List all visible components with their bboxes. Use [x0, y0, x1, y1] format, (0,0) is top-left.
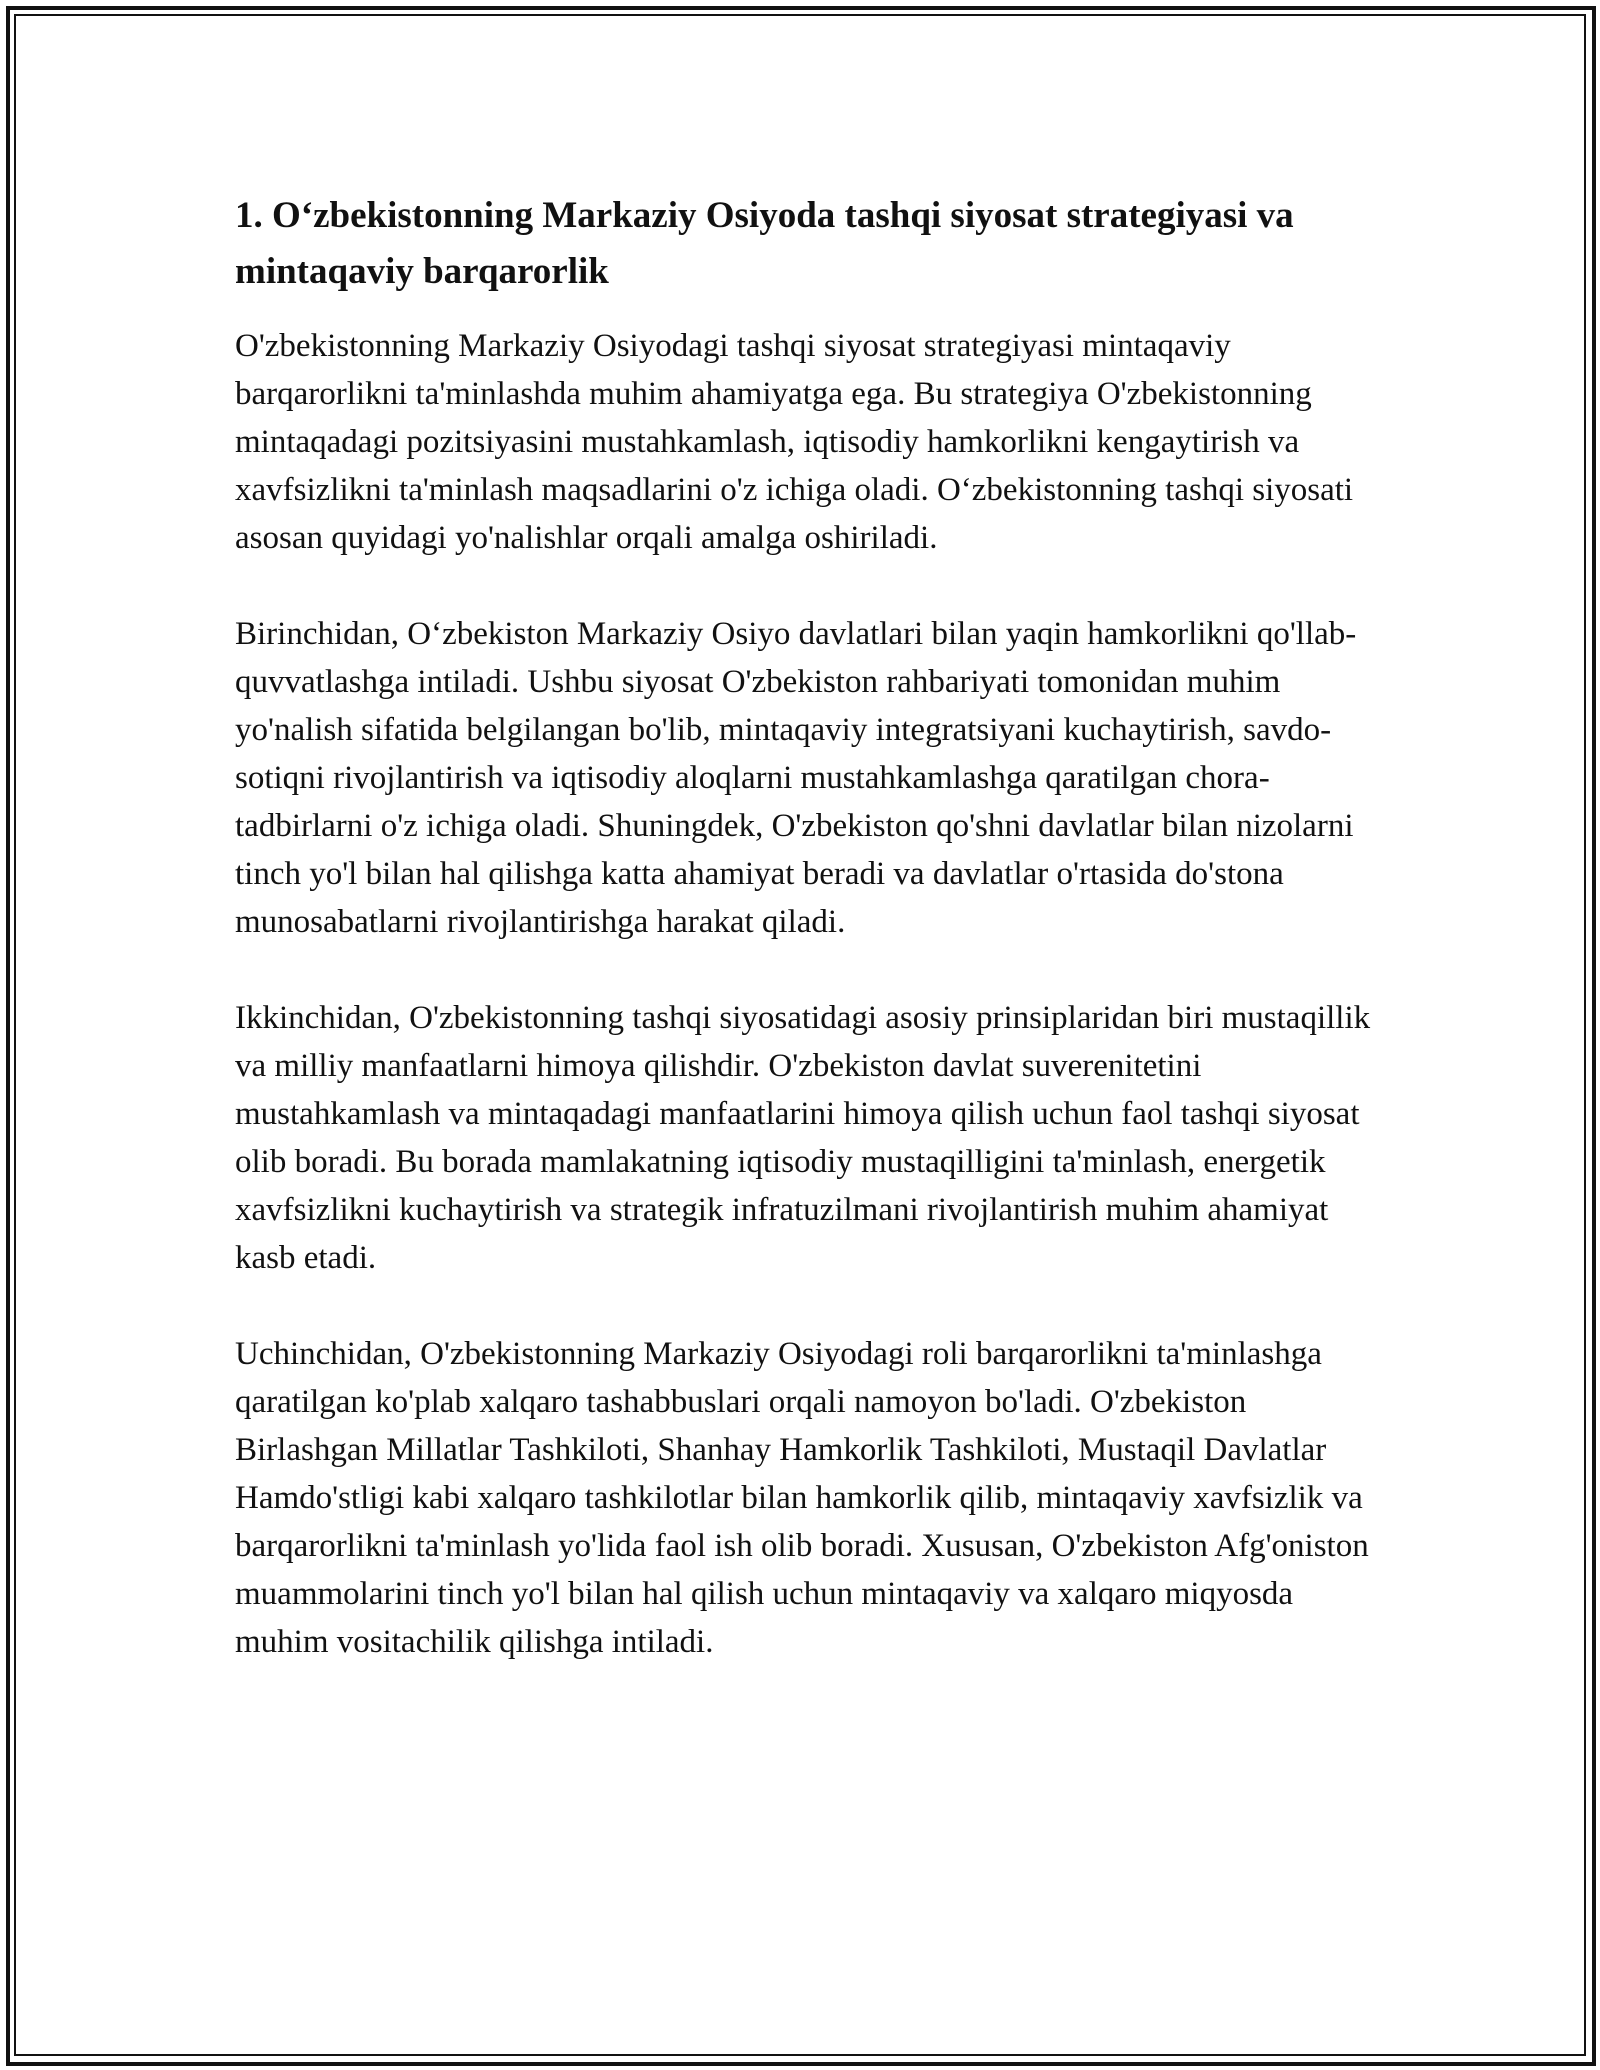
paragraph-third-point: Uchinchidan, O'zbekistonning Markaziy Osiyodagi roli barqarorlikni ta'minlashga qaratilgan ko'plab xalqaro tashabbuslari orqali namoyon bo'ladi. O'zbekiston Birlashgan Millatlar Tashkiloti, Shanhay Hamkorlik Tashkiloti, Mustaqil Davlatlar Hamdo'stligi kabi xalqaro tashkilotlar bilan hamkorlik qilib, mintaqaviy xavfsizlik va barqarorlikni ta'minlash yo'lida faol ish olib boradi. Xususan, O'zbekiston Afg'oniston muammolarini tinch yo'l bilan hal qilish uchun mintaqaviy va xalqaro miqyosda muhim vositachilik qilishga intiladi. — [235, 1336, 1369, 1660]
paragraph-second-point: Ikkinchidan, O'zbekistonning tashqi siyosatidagi asosiy prinsiplaridan biri mustaqillik va milliy manfaatlarni himoya qilishdir. O'zbekiston davlat suverenitetini mustahkamlash va mintaqadagi manfaatlarini himoya qilish uchun faol tashqi siyosat olib boradi. Bu borada mamlakatning iqtisodiy mustaqilligini ta'minlash, energetik xavfsizlikni kuchaytirish va strategik infratuzilmani rivojlantirish muhim ahamiyat kasb etadi. — [235, 1000, 1371, 1276]
document-body — [235, 188, 1375, 1714]
section-heading: 1. O‘zbekistonning Markaziy Osiyoda tashqi siyosat strategiyasi va mintaqaviy barqarorlik — [235, 195, 1294, 292]
paragraph-first-point: Birinchidan, O‘zbekiston Markaziy Osiyo davlatlari bilan yaqin hamkorlikni qo'llab-quvvatlashga intiladi. Ushbu siyosat O'zbekiston rahbariyati tomonidan muhim yo'nalish sifatida belgilangan bo'lib, mintaqaviy integratsiyani kuchaytirish, savdo-sotiqni rivojlantirish va iqtisodiy aloqlarni mustahkamlashga qaratilgan chora-tadbirlarni o'z ichiga oladi. Shuningdek, O'zbekiston qo'shni davlatlar bilan nizolarni tinch yo'l bilan hal qilishga katta ahamiyat beradi va davlatlar o'rtasida do'stona munosabatlarni rivojlantirishga harakat qiladi. — [235, 616, 1357, 940]
paragraph-intro: O'zbekistonning Markaziy Osiyodagi tashqi siyosat strategiyasi mintaqaviy barqarorlikni ta'minlashda muhim ahamiyatga ega. Bu strategiya O'zbekistonning mintaqadagi pozitsiyasini mustahkamlash, iqtisodiy hamkorlikni kengaytirish va xavfsizlikni ta'minlash maqsadlarini o'z ichiga oladi. O‘zbekistonning tashqi siyosati asosan quyidagi yo'nalishlar orqali amalga oshiriladi. — [235, 328, 1354, 556]
